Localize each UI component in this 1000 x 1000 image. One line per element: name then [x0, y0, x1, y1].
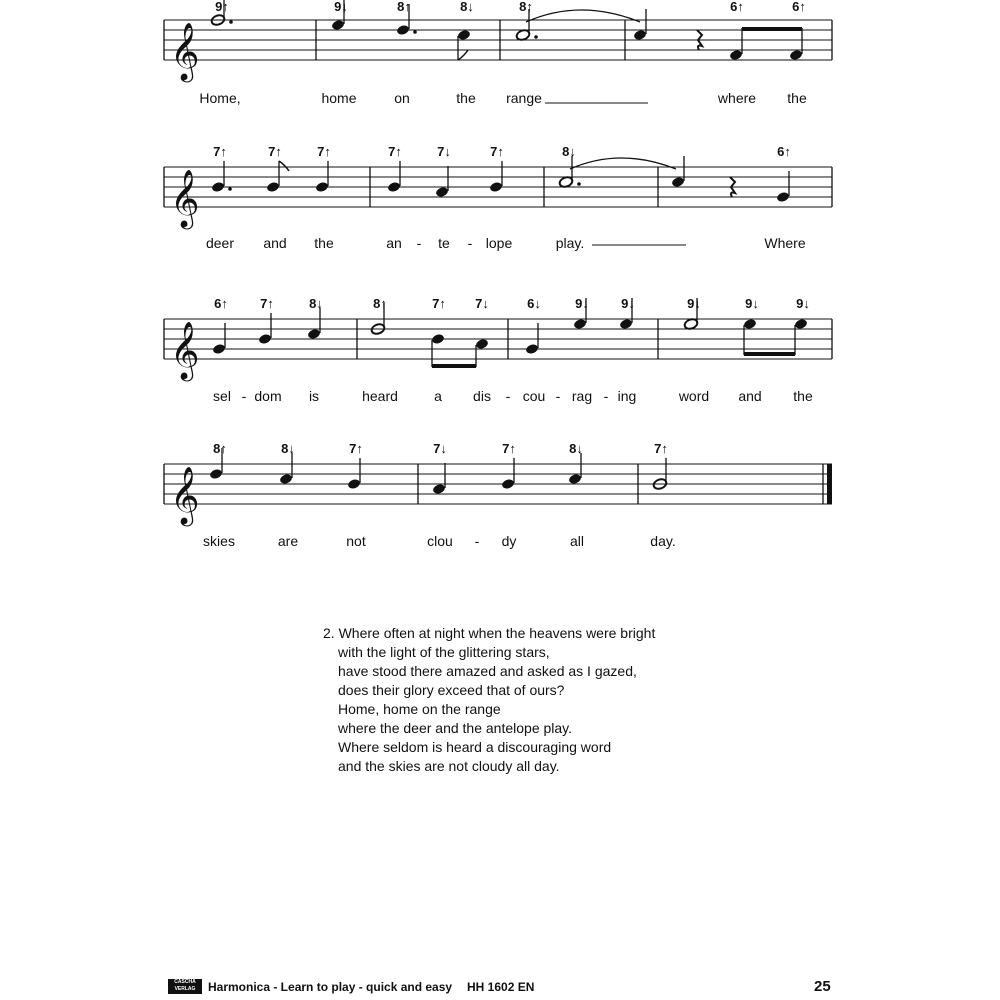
lyric: -: [467, 235, 473, 251]
lyric: skies: [203, 533, 235, 549]
hole-number: 7↓: [437, 144, 451, 159]
hole-number: 8↑: [397, 0, 411, 14]
lyric: deer: [205, 235, 235, 251]
hole-number: 7↑: [213, 144, 227, 159]
music-system-4: [0, 442, 1000, 582]
lyric: -: [241, 388, 247, 404]
notes: [211, 156, 790, 203]
hole-number: 9↓: [575, 296, 589, 311]
hole-number: 9↓: [796, 296, 810, 311]
hole-number: 9↓: [745, 296, 759, 311]
lyric: play.: [555, 235, 585, 251]
hole-number: 9↓: [334, 0, 348, 14]
lyric: dy: [501, 533, 517, 549]
treble-clef-icon: 𝄞: [170, 22, 200, 80]
lyric: Where: [764, 235, 806, 251]
verse-line: does their glory exceed that of ours?: [338, 682, 565, 698]
lyric: ing: [617, 388, 637, 404]
hole-number: 8↓: [569, 441, 583, 456]
hole-number: 7↓: [475, 296, 489, 311]
hole-number: 7↑: [388, 144, 402, 159]
hole-number: 7↑: [502, 441, 516, 456]
final-barline: [827, 464, 832, 504]
lyric: the: [787, 90, 807, 106]
lyric: heard: [362, 388, 398, 404]
hole-number: 6↑: [792, 0, 806, 14]
catalog-code: HH 1602 EN: [467, 980, 535, 994]
lyric: not: [346, 533, 366, 549]
hole-number: 8↓: [309, 296, 323, 311]
hole-number: 8↑: [213, 441, 227, 456]
lyric: -: [603, 388, 609, 404]
verse-2: [323, 624, 743, 776]
lyric: lope: [485, 235, 513, 251]
treble-clef-icon: 𝄞: [170, 169, 200, 227]
lyric: the: [793, 388, 813, 404]
hole-number: 7↑: [317, 144, 331, 159]
verse-number: 2.: [323, 625, 335, 641]
lyric: Home,: [199, 90, 241, 106]
verse-line: and the skies are not cloudy all day.: [338, 758, 560, 774]
lyric: all: [569, 533, 585, 549]
lyric: rag: [571, 388, 593, 404]
lyric: -: [416, 235, 422, 251]
staff-2: [0, 145, 1000, 285]
hole-number: 8↑: [373, 296, 387, 311]
lyric: a: [434, 388, 442, 404]
hole-number: 8↑: [519, 0, 533, 14]
hole-number: 8↓: [562, 144, 576, 159]
hole-number: 6↑: [214, 296, 228, 311]
hole-number: 6↑: [777, 144, 791, 159]
hole-number: 8↓: [281, 441, 295, 456]
staff-3: [0, 297, 1000, 437]
lyric: the: [314, 235, 334, 251]
verse-line: Home, home on the range: [338, 701, 501, 717]
verse-line: have stood there amazed and asked as I gazed,: [338, 663, 637, 679]
lyric: on: [394, 90, 410, 106]
lyric: -: [555, 388, 561, 404]
verse-line: where the deer and the antelope play.: [338, 720, 573, 736]
staff-1: [0, 0, 1000, 140]
treble-clef-icon: 𝄞: [170, 466, 200, 524]
publisher-logo: CASCHA VERLAG: [168, 979, 202, 994]
hole-number: 7↑: [268, 144, 282, 159]
notes: [210, 0, 803, 61]
staff-4: [0, 442, 1000, 582]
treble-clef-icon: 𝄞: [170, 321, 200, 379]
music-system-3: [0, 297, 1000, 437]
lyric: -: [505, 388, 511, 404]
hole-number: 7↑: [260, 296, 274, 311]
lyric: where: [717, 90, 757, 106]
lyric: and: [738, 388, 762, 404]
verse-line: with the light of the glittering stars,: [338, 644, 550, 660]
notes: [212, 298, 808, 367]
hole-number: 6↑: [730, 0, 744, 14]
lyric: clou: [427, 533, 453, 549]
music-system-2: [0, 145, 1000, 285]
lyric: range: [506, 90, 542, 106]
hole-number: 7↑: [490, 144, 504, 159]
lyric: are: [277, 533, 299, 549]
lyric: an: [386, 235, 402, 251]
verse-line: 2. Where often at night when the heavens were bright: [323, 625, 656, 641]
music-system-1: [0, 0, 1000, 140]
lyric: word: [678, 388, 710, 404]
hole-number: 9↑: [215, 0, 229, 14]
hole-number: 7↑: [432, 296, 446, 311]
lyric: -: [474, 533, 480, 549]
lyric: dom: [254, 388, 282, 404]
lyric: is: [308, 388, 320, 404]
lyric: sel: [213, 388, 231, 404]
hole-number: 9↓: [687, 296, 701, 311]
lyric: home: [321, 90, 357, 106]
page-footer: [0, 978, 1000, 1000]
lyric: and: [263, 235, 287, 251]
lyric: cou: [522, 388, 546, 404]
hole-number: 7↓: [433, 441, 447, 456]
lyric: te: [438, 235, 450, 251]
verse-line: Where seldom is heard a discouraging word: [338, 739, 612, 755]
lyric: day.: [650, 533, 676, 549]
hole-number: 6↓: [527, 296, 541, 311]
lyric: the: [456, 90, 476, 106]
hole-number: 8↓: [460, 0, 474, 14]
lyric: dis: [473, 388, 491, 404]
hole-number: 9↓: [621, 296, 635, 311]
hole-number: 7↑: [654, 441, 668, 456]
page-number: 25: [814, 978, 831, 995]
book-title: Harmonica - Learn to play - quick and easy: [208, 980, 453, 994]
hole-number: 7↑: [349, 441, 363, 456]
